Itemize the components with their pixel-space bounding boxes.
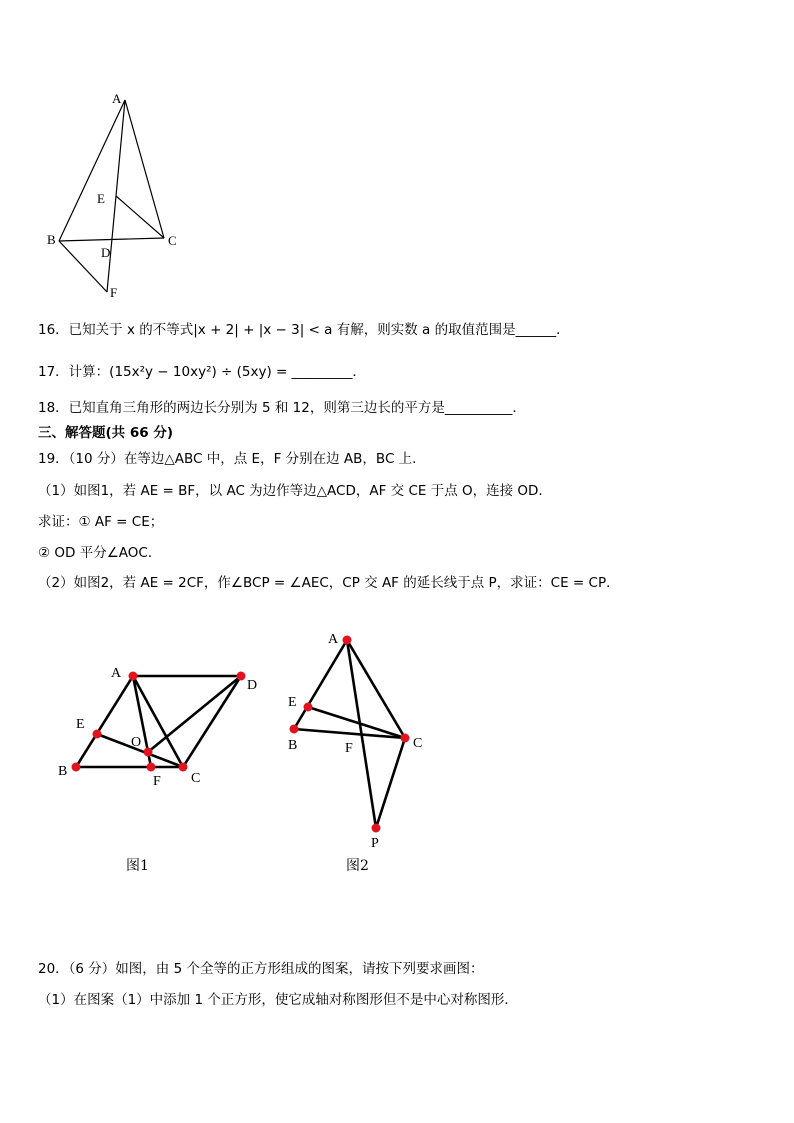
- fig1-point-c: [179, 763, 188, 772]
- fig2-label-p: P: [371, 836, 379, 850]
- fig1-label-d: D: [247, 678, 258, 693]
- figure-1-lines: [76, 676, 241, 767]
- fig1-point-a: [129, 672, 138, 681]
- fig1-label-c: C: [191, 771, 201, 786]
- question-19-proof-1: 求证：① AF = CE；: [38, 514, 164, 530]
- fig1-dc: [183, 676, 241, 767]
- label-c: C: [168, 233, 177, 248]
- segment-ec: [116, 196, 164, 238]
- label-e: E: [97, 191, 105, 206]
- figure-2-caption: 图2: [346, 858, 369, 874]
- fig1-label-a: A: [111, 666, 122, 681]
- question-19-proof-2: ② OD 平分∠AOC．: [38, 545, 162, 561]
- figure-1-and-2: [0, 620, 794, 850]
- section-heading: 三、解答题(共 66 分): [38, 425, 174, 441]
- fig2-label-b: B: [288, 738, 298, 753]
- segment-ab: [59, 100, 125, 241]
- fig2-point-c: [401, 734, 410, 743]
- label-f: F: [110, 285, 118, 300]
- fig2-point-b: [290, 725, 299, 734]
- question-20: 20．（6 分）如图，由 5 个全等的正方形组成的图案，请按下列要求画图：: [38, 961, 484, 977]
- fig2-label-c: C: [413, 736, 423, 751]
- question-18: 18．已知直角三角形的两边长分别为 5 和 12，则第三边长的平方是__________．: [38, 400, 526, 416]
- fig1-label-b: B: [58, 764, 68, 779]
- fig1-label-e: E: [76, 717, 85, 732]
- fig2-point-p: [372, 824, 381, 833]
- fig2-label-a: A: [328, 632, 339, 647]
- figure-2-lines: [294, 640, 405, 828]
- fig2-label-e: E: [288, 695, 297, 710]
- fig1-point-o: [144, 748, 153, 757]
- question-19-part-1: （1）如图1，若 AE = BF，以 AC 为边作等边△ACD，AF 交 CE 于点 O，连接 OD．: [38, 483, 552, 499]
- fig2-cp: [376, 738, 405, 828]
- fig1-label-f: F: [153, 774, 161, 789]
- question-20-part-1: （1）在图案（1）中添加 1 个正方形，使它成轴对称图形但不是中心对称图形．: [38, 992, 518, 1008]
- fig2-label-f: F: [345, 741, 353, 756]
- question-19-part-2: （2）如图2，若 AE = 2CF，作∠BCP = ∠AEC，CP 交 AF 的延长线于点 P，求证：CE = CP．: [38, 575, 620, 591]
- fig1-point-d: [237, 672, 246, 681]
- fig2-point-e: [304, 703, 313, 712]
- segment-bf: [59, 241, 107, 292]
- fig1-ac: [133, 676, 183, 767]
- label-a: A: [112, 91, 122, 106]
- fig2-point-a: [343, 636, 352, 645]
- label-b: B: [47, 232, 56, 247]
- question-16: 16．已知关于 x 的不等式|x + 2| + |x − 3| < a 有解，则实数 a 的取值范围是______．: [38, 322, 570, 338]
- figure-top-triangle: [0, 0, 794, 310]
- figure-1-caption: 图1: [126, 858, 149, 874]
- segment-ac: [125, 100, 164, 238]
- question-17: 17．计算：(15x²y − 10xy²) ÷ (5xy) = _________．: [38, 364, 366, 380]
- fig1-od: [148, 676, 241, 752]
- question-19: 19．（10 分）在等边△ABC 中，点 E，F 分别在边 AB，BC 上．: [38, 451, 426, 467]
- fig1-label-o: O: [131, 735, 142, 750]
- fig1-point-f: [147, 763, 156, 772]
- label-d: D: [101, 245, 111, 260]
- fig1-point-e: [93, 730, 102, 739]
- fig1-point-b: [72, 763, 81, 772]
